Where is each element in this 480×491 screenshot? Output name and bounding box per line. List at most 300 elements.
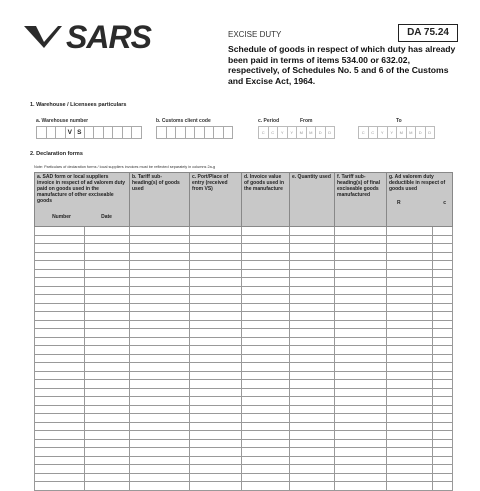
table-cell[interactable] <box>190 363 242 372</box>
table-cell[interactable] <box>335 380 387 389</box>
table-cell[interactable] <box>242 244 290 253</box>
table-cell[interactable] <box>290 473 335 482</box>
table-cell[interactable] <box>35 405 85 414</box>
table-cell[interactable] <box>130 269 190 278</box>
table-cell[interactable] <box>242 329 290 338</box>
table-cell[interactable] <box>85 337 130 346</box>
to-box[interactable]: D <box>415 126 426 139</box>
table-cell[interactable] <box>335 312 387 321</box>
from-box[interactable]: Y <box>287 126 298 139</box>
to-box[interactable]: M <box>406 126 417 139</box>
table-cell[interactable] <box>35 312 85 321</box>
table-cell[interactable] <box>387 227 433 236</box>
table-cell[interactable] <box>85 422 130 431</box>
table-cell[interactable] <box>335 320 387 329</box>
table-cell[interactable] <box>190 371 242 380</box>
table-cell[interactable] <box>335 346 387 355</box>
table-cell[interactable] <box>335 286 387 295</box>
table-cell[interactable] <box>35 439 85 448</box>
table-cell[interactable] <box>130 465 190 474</box>
table-cell[interactable] <box>242 295 290 304</box>
table-cell[interactable] <box>335 448 387 457</box>
table-cell[interactable] <box>242 346 290 355</box>
table-cell[interactable] <box>290 422 335 431</box>
table-cell[interactable] <box>130 380 190 389</box>
table-cell[interactable] <box>85 227 130 236</box>
table-cell[interactable] <box>35 388 85 397</box>
table-cell[interactable] <box>242 380 290 389</box>
table-cell[interactable] <box>290 371 335 380</box>
table-cell[interactable] <box>85 312 130 321</box>
customs-client-code-field[interactable] <box>156 126 232 139</box>
table-cell[interactable] <box>242 261 290 270</box>
table-cell[interactable] <box>290 388 335 397</box>
table-cell[interactable] <box>85 465 130 474</box>
period-from-field[interactable] <box>258 126 334 139</box>
table-cell[interactable] <box>190 329 242 338</box>
table-cell[interactable] <box>290 363 335 372</box>
table-cell[interactable] <box>335 278 387 287</box>
table-cell[interactable] <box>290 346 335 355</box>
from-box[interactable]: Y <box>277 126 288 139</box>
table-cell[interactable] <box>85 448 130 457</box>
table-cell[interactable] <box>335 414 387 423</box>
table-cell[interactable] <box>242 320 290 329</box>
table-cell[interactable] <box>130 312 190 321</box>
table-cell[interactable] <box>35 465 85 474</box>
table-cell[interactable] <box>190 269 242 278</box>
table-cell[interactable] <box>35 346 85 355</box>
table-cell[interactable] <box>242 448 290 457</box>
table-cell[interactable] <box>335 295 387 304</box>
table-cell[interactable] <box>35 303 85 312</box>
table-cell[interactable] <box>85 397 130 406</box>
table-cell[interactable] <box>433 431 453 440</box>
table-cell[interactable] <box>190 227 242 236</box>
table-cell[interactable] <box>35 371 85 380</box>
table-cell[interactable] <box>387 465 433 474</box>
table-cell[interactable] <box>290 235 335 244</box>
table-cell[interactable] <box>190 397 242 406</box>
table-cell[interactable] <box>242 439 290 448</box>
table-cell[interactable] <box>190 456 242 465</box>
from-box[interactable]: M <box>306 126 317 139</box>
table-cell[interactable] <box>190 482 242 491</box>
table-cell[interactable] <box>433 473 453 482</box>
table-cell[interactable] <box>433 388 453 397</box>
table-cell[interactable] <box>387 252 433 261</box>
table-cell[interactable] <box>290 439 335 448</box>
table-cell[interactable] <box>387 303 433 312</box>
table-cell[interactable] <box>35 482 85 491</box>
table-cell[interactable] <box>130 405 190 414</box>
to-box[interactable]: C <box>358 126 369 139</box>
table-cell[interactable] <box>190 261 242 270</box>
table-cell[interactable] <box>335 354 387 363</box>
from-box[interactable]: C <box>258 126 269 139</box>
table-cell[interactable] <box>290 261 335 270</box>
table-cell[interactable] <box>130 261 190 270</box>
table-cell[interactable] <box>387 363 433 372</box>
table-cell[interactable] <box>242 303 290 312</box>
to-box[interactable]: Y <box>387 126 398 139</box>
table-cell[interactable] <box>85 235 130 244</box>
table-cell[interactable] <box>242 269 290 278</box>
table-cell[interactable] <box>290 405 335 414</box>
table-cell[interactable] <box>242 337 290 346</box>
from-box[interactable]: M <box>296 126 307 139</box>
table-cell[interactable] <box>290 320 335 329</box>
table-cell[interactable] <box>335 456 387 465</box>
table-cell[interactable] <box>290 303 335 312</box>
table-cell[interactable] <box>387 286 433 295</box>
table-cell[interactable] <box>190 431 242 440</box>
table-cell[interactable] <box>190 405 242 414</box>
table-cell[interactable] <box>190 448 242 457</box>
table-cell[interactable] <box>433 439 453 448</box>
table-cell[interactable] <box>35 261 85 270</box>
table-cell[interactable] <box>85 380 130 389</box>
table-cell[interactable] <box>290 337 335 346</box>
table-cell[interactable] <box>35 397 85 406</box>
table-cell[interactable] <box>433 456 453 465</box>
table-cell[interactable] <box>335 363 387 372</box>
table-cell[interactable] <box>242 405 290 414</box>
table-cell[interactable] <box>387 235 433 244</box>
table-cell[interactable] <box>433 482 453 491</box>
table-cell[interactable] <box>190 337 242 346</box>
table-cell[interactable] <box>242 431 290 440</box>
table-cell[interactable] <box>290 456 335 465</box>
table-cell[interactable] <box>130 482 190 491</box>
table-cell[interactable] <box>433 252 453 261</box>
table-cell[interactable] <box>130 235 190 244</box>
table-cell[interactable] <box>387 261 433 270</box>
table-cell[interactable] <box>190 312 242 321</box>
table-cell[interactable] <box>242 465 290 474</box>
table-cell[interactable] <box>335 252 387 261</box>
table-cell[interactable] <box>35 320 85 329</box>
table-cell[interactable] <box>290 354 335 363</box>
table-cell[interactable] <box>335 431 387 440</box>
table-cell[interactable] <box>130 363 190 372</box>
table-cell[interactable] <box>35 380 85 389</box>
table-cell[interactable] <box>387 337 433 346</box>
table-cell[interactable] <box>433 312 453 321</box>
table-cell[interactable] <box>130 397 190 406</box>
from-box[interactable]: D <box>325 126 336 139</box>
table-cell[interactable] <box>190 388 242 397</box>
table-cell[interactable] <box>387 380 433 389</box>
table-cell[interactable] <box>130 388 190 397</box>
table-cell[interactable] <box>290 329 335 338</box>
table-cell[interactable] <box>242 278 290 287</box>
table-cell[interactable] <box>85 278 130 287</box>
table-cell[interactable] <box>433 414 453 423</box>
table-cell[interactable] <box>190 414 242 423</box>
table-cell[interactable] <box>85 371 130 380</box>
table-cell[interactable] <box>433 380 453 389</box>
table-cell[interactable] <box>190 252 242 261</box>
table-cell[interactable] <box>35 329 85 338</box>
table-cell[interactable] <box>35 422 85 431</box>
table-cell[interactable] <box>433 397 453 406</box>
table-cell[interactable] <box>290 295 335 304</box>
table-cell[interactable] <box>433 405 453 414</box>
table-cell[interactable] <box>433 286 453 295</box>
table-cell[interactable] <box>190 278 242 287</box>
table-cell[interactable] <box>35 244 85 253</box>
table-cell[interactable] <box>85 414 130 423</box>
table-cell[interactable] <box>130 422 190 431</box>
table-cell[interactable] <box>433 371 453 380</box>
table-cell[interactable] <box>433 422 453 431</box>
table-cell[interactable] <box>85 405 130 414</box>
table-cell[interactable] <box>85 354 130 363</box>
table-cell[interactable] <box>242 456 290 465</box>
table-cell[interactable] <box>433 363 453 372</box>
table-cell[interactable] <box>35 269 85 278</box>
table-cell[interactable] <box>335 244 387 253</box>
table-cell[interactable] <box>85 269 130 278</box>
table-cell[interactable] <box>130 295 190 304</box>
to-box[interactable]: M <box>396 126 407 139</box>
table-cell[interactable] <box>130 473 190 482</box>
table-cell[interactable] <box>35 278 85 287</box>
table-cell[interactable] <box>35 354 85 363</box>
cc-box[interactable] <box>223 126 234 139</box>
table-cell[interactable] <box>190 380 242 389</box>
table-cell[interactable] <box>190 295 242 304</box>
table-cell[interactable] <box>35 363 85 372</box>
table-cell[interactable] <box>335 337 387 346</box>
table-cell[interactable] <box>290 269 335 278</box>
table-cell[interactable] <box>35 414 85 423</box>
table-cell[interactable] <box>290 380 335 389</box>
table-cell[interactable] <box>433 261 453 270</box>
table-cell[interactable] <box>290 414 335 423</box>
warehouse-number-field[interactable] <box>36 126 141 139</box>
table-cell[interactable] <box>335 397 387 406</box>
table-cell[interactable] <box>335 388 387 397</box>
table-cell[interactable] <box>242 473 290 482</box>
table-cell[interactable] <box>387 278 433 287</box>
table-cell[interactable] <box>85 431 130 440</box>
table-cell[interactable] <box>35 431 85 440</box>
table-cell[interactable] <box>130 448 190 457</box>
wh-box[interactable]: S <box>74 126 85 139</box>
table-cell[interactable] <box>335 465 387 474</box>
table-cell[interactable] <box>290 244 335 253</box>
table-cell[interactable] <box>242 312 290 321</box>
table-cell[interactable] <box>433 337 453 346</box>
table-cell[interactable] <box>433 329 453 338</box>
to-box[interactable]: D <box>425 126 436 139</box>
table-cell[interactable] <box>433 354 453 363</box>
table-cell[interactable] <box>387 388 433 397</box>
table-cell[interactable] <box>290 252 335 261</box>
table-cell[interactable] <box>242 397 290 406</box>
table-cell[interactable] <box>242 414 290 423</box>
to-box[interactable]: C <box>368 126 379 139</box>
table-cell[interactable] <box>387 431 433 440</box>
table-cell[interactable] <box>335 303 387 312</box>
table-cell[interactable] <box>335 473 387 482</box>
table-cell[interactable] <box>242 354 290 363</box>
table-cell[interactable] <box>433 465 453 474</box>
table-cell[interactable] <box>387 354 433 363</box>
table-cell[interactable] <box>35 448 85 457</box>
table-cell[interactable] <box>433 448 453 457</box>
table-cell[interactable] <box>290 286 335 295</box>
table-cell[interactable] <box>35 252 85 261</box>
table-cell[interactable] <box>242 388 290 397</box>
table-cell[interactable] <box>130 371 190 380</box>
table-cell[interactable] <box>190 422 242 431</box>
table-cell[interactable] <box>85 346 130 355</box>
table-cell[interactable] <box>387 312 433 321</box>
table-cell[interactable] <box>130 439 190 448</box>
table-cell[interactable] <box>85 261 130 270</box>
wh-box[interactable] <box>131 126 142 139</box>
table-cell[interactable] <box>433 303 453 312</box>
table-cell[interactable] <box>190 354 242 363</box>
table-cell[interactable] <box>130 354 190 363</box>
from-box[interactable]: D <box>315 126 326 139</box>
table-cell[interactable] <box>387 346 433 355</box>
table-cell[interactable] <box>335 329 387 338</box>
table-cell[interactable] <box>190 320 242 329</box>
table-cell[interactable] <box>35 227 85 236</box>
table-cell[interactable] <box>242 286 290 295</box>
table-cell[interactable] <box>387 371 433 380</box>
table-cell[interactable] <box>335 227 387 236</box>
period-to-field[interactable] <box>358 126 434 139</box>
table-cell[interactable] <box>130 320 190 329</box>
table-cell[interactable] <box>290 431 335 440</box>
table-cell[interactable] <box>290 278 335 287</box>
table-cell[interactable] <box>85 252 130 261</box>
table-cell[interactable] <box>190 286 242 295</box>
table-cell[interactable] <box>190 473 242 482</box>
table-cell[interactable] <box>335 439 387 448</box>
table-cell[interactable] <box>387 473 433 482</box>
table-cell[interactable] <box>130 252 190 261</box>
table-cell[interactable] <box>335 235 387 244</box>
table-cell[interactable] <box>85 388 130 397</box>
table-cell[interactable] <box>335 482 387 491</box>
table-cell[interactable] <box>85 482 130 491</box>
table-cell[interactable] <box>242 371 290 380</box>
table-cell[interactable] <box>130 286 190 295</box>
table-cell[interactable] <box>85 473 130 482</box>
table-cell[interactable] <box>387 329 433 338</box>
table-cell[interactable] <box>190 346 242 355</box>
table-cell[interactable] <box>433 295 453 304</box>
table-cell[interactable] <box>190 439 242 448</box>
table-cell[interactable] <box>387 456 433 465</box>
table-cell[interactable] <box>387 295 433 304</box>
table-cell[interactable] <box>242 252 290 261</box>
table-cell[interactable] <box>290 448 335 457</box>
table-cell[interactable] <box>387 244 433 253</box>
table-cell[interactable] <box>190 244 242 253</box>
table-cell[interactable] <box>35 337 85 346</box>
table-cell[interactable] <box>387 405 433 414</box>
table-cell[interactable] <box>433 227 453 236</box>
table-cell[interactable] <box>387 439 433 448</box>
table-cell[interactable] <box>130 414 190 423</box>
table-cell[interactable] <box>242 482 290 491</box>
table-cell[interactable] <box>85 244 130 253</box>
table-cell[interactable] <box>85 329 130 338</box>
table-cell[interactable] <box>290 312 335 321</box>
table-cell[interactable] <box>190 465 242 474</box>
table-cell[interactable] <box>290 482 335 491</box>
table-cell[interactable] <box>387 269 433 278</box>
table-cell[interactable] <box>433 244 453 253</box>
from-box[interactable]: C <box>268 126 279 139</box>
table-cell[interactable] <box>387 414 433 423</box>
table-cell[interactable] <box>130 337 190 346</box>
table-cell[interactable] <box>335 261 387 270</box>
table-cell[interactable] <box>130 303 190 312</box>
table-cell[interactable] <box>242 422 290 431</box>
table-cell[interactable] <box>387 320 433 329</box>
table-cell[interactable] <box>433 235 453 244</box>
table-cell[interactable] <box>35 235 85 244</box>
table-cell[interactable] <box>190 235 242 244</box>
table-cell[interactable] <box>85 303 130 312</box>
to-box[interactable]: Y <box>377 126 388 139</box>
table-cell[interactable] <box>85 439 130 448</box>
table-cell[interactable] <box>335 422 387 431</box>
table-cell[interactable] <box>85 320 130 329</box>
table-cell[interactable] <box>85 363 130 372</box>
table-cell[interactable] <box>242 363 290 372</box>
table-cell[interactable] <box>130 456 190 465</box>
table-cell[interactable] <box>130 278 190 287</box>
table-cell[interactable] <box>130 329 190 338</box>
table-cell[interactable] <box>387 482 433 491</box>
table-cell[interactable] <box>85 286 130 295</box>
table-cell[interactable] <box>335 269 387 278</box>
table-cell[interactable] <box>433 346 453 355</box>
table-cell[interactable] <box>190 303 242 312</box>
table-cell[interactable] <box>335 405 387 414</box>
table-cell[interactable] <box>433 269 453 278</box>
table-cell[interactable] <box>242 227 290 236</box>
table-cell[interactable] <box>387 448 433 457</box>
table-cell[interactable] <box>130 431 190 440</box>
table-cell[interactable] <box>130 244 190 253</box>
table-cell[interactable] <box>290 227 335 236</box>
table-cell[interactable] <box>387 397 433 406</box>
table-cell[interactable] <box>85 456 130 465</box>
table-cell[interactable] <box>85 295 130 304</box>
table-cell[interactable] <box>290 397 335 406</box>
wh-box[interactable]: V <box>65 126 76 139</box>
table-cell[interactable] <box>35 295 85 304</box>
table-cell[interactable] <box>433 278 453 287</box>
table-cell[interactable] <box>433 320 453 329</box>
table-cell[interactable] <box>35 473 85 482</box>
table-cell[interactable] <box>242 235 290 244</box>
table-cell[interactable] <box>290 465 335 474</box>
table-cell[interactable] <box>387 422 433 431</box>
table-cell[interactable] <box>130 346 190 355</box>
table-cell[interactable] <box>130 227 190 236</box>
